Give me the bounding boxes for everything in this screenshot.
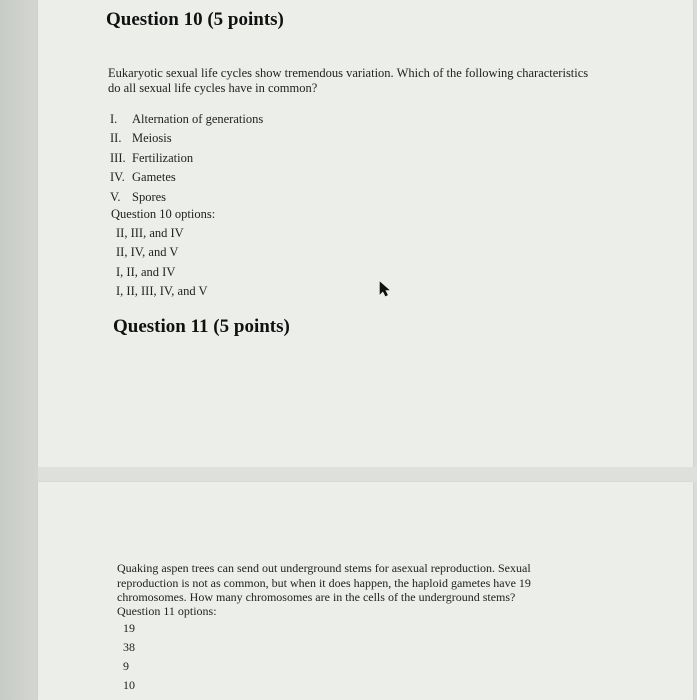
question-11-prompt-line: chromosomes. How many chromosomes are in the cells of the underground stems? bbox=[117, 590, 516, 604]
question-10-prompt-line-2: do all sexual life cycles have in common? bbox=[108, 81, 318, 95]
question-11-prompt-line: reproduction is not as common, but when it does happen, the haploid gametes have 19 bbox=[117, 575, 531, 590]
question-11-options-label: Question 11 options: bbox=[117, 604, 217, 618]
characteristic-item bbox=[110, 129, 263, 148]
question-10-options bbox=[116, 224, 208, 302]
characteristic-number: IV. bbox=[110, 170, 125, 185]
question-11-option[interactable]: 9 bbox=[123, 659, 129, 673]
question-10-option[interactable]: II, III, and IV bbox=[116, 226, 184, 240]
question-10-prompt-line-1: Eukaryotic sexual life cycles show tremendous variation. Which of the following characteristics bbox=[108, 66, 589, 80]
characteristic-number: II. bbox=[110, 131, 122, 146]
characteristic-number: I. bbox=[110, 112, 118, 126]
question-10-option[interactable]: II, IV, and V bbox=[116, 245, 179, 260]
question-10-prompt bbox=[108, 66, 668, 96]
characteristic-text: Meiosis bbox=[132, 131, 172, 146]
mouse-pointer-icon bbox=[379, 281, 393, 297]
characteristic-text: Alternation of generations bbox=[132, 112, 264, 126]
characteristic-item bbox=[110, 149, 263, 168]
question-10-option[interactable]: I, II, and IV bbox=[116, 264, 176, 279]
question-11-options bbox=[123, 619, 135, 695]
question-10-option[interactable]: I, II, III, IV, and V bbox=[116, 284, 208, 299]
characteristic-item bbox=[110, 168, 263, 187]
characteristic-item bbox=[110, 188, 263, 207]
question-11-option[interactable]: 19 bbox=[123, 621, 135, 635]
question-11-prompt-line: Quaking aspen trees can send out underground stems for asexual reproduction. Sexual bbox=[117, 561, 531, 575]
question-10-characteristics bbox=[110, 110, 263, 207]
question-11-prompt bbox=[117, 561, 677, 605]
question-11-option[interactable]: 10 bbox=[123, 678, 135, 692]
characteristic-number: III. bbox=[110, 150, 126, 165]
characteristic-text: Spores bbox=[132, 189, 167, 204]
characteristic-number: V. bbox=[110, 189, 121, 204]
question-11-option[interactable]: 38 bbox=[123, 640, 135, 654]
characteristic-text: Gametes bbox=[132, 170, 176, 185]
question-10-options-label: Question 10 options: bbox=[111, 207, 216, 221]
characteristic-text: Fertilization bbox=[132, 150, 194, 165]
characteristic-item bbox=[110, 110, 263, 129]
question-11-title: Question 11 (5 points) bbox=[113, 316, 290, 337]
question-10-title: Question 10 (5 points) bbox=[106, 9, 284, 30]
card-divider bbox=[38, 467, 697, 482]
left-margin bbox=[0, 0, 38, 700]
